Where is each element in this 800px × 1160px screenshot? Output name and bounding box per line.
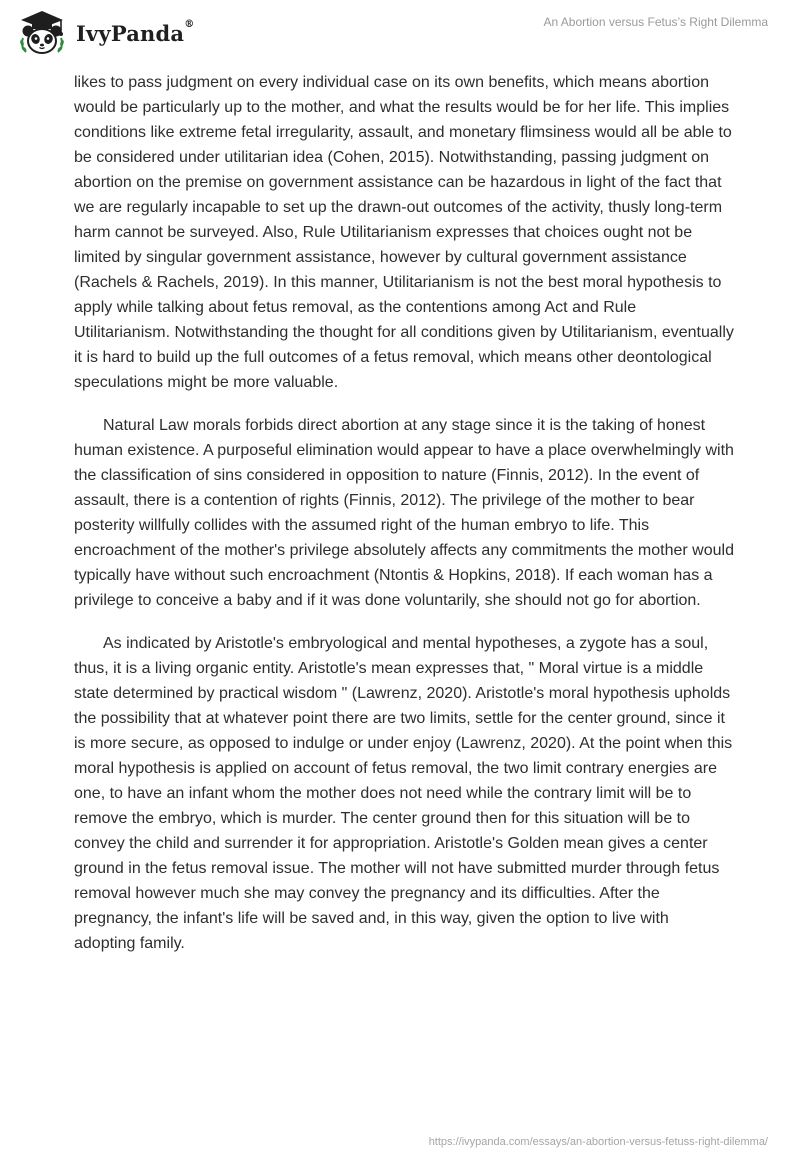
brand-name: IvyPanda® (76, 18, 195, 46)
paragraph-utilitarianism: likes to pass judgment on every individual case on its own benefits, which means abortion would be particularly up to the mother, and what the results would be for her life. This implies conditions like extreme fetal irregularity, assault, and monetary flimsiness would all be able to be considered under utilitarian idea (Cohen, 2015). Notwithstanding, passing judgment on abortion on the premise on government assistance can be hazardous in light of the fact that we are regularly incapable to set up the drawn-out outcomes of the activity, thusly long-term harm cannot be surveyed. Also, Rule Utilitarianism expresses that choices ought not be limited by singular government assistance, however by cultural government assistance (Rachels & Rachels, 2019). In this manner, Utilitarianism is not the best moral hypothesis to apply while talking about fetus removal, as the contentions among Act and Rule Utilitarianism. Notwithstanding the thought for all conditions given by Utilitarianism, eventually it is hard to build up the full outcomes of a fetus removal, which means other deontological speculations might be more valuable. (74, 74, 734, 391)
source-url[interactable]: https://ivypanda.com/essays/an-abortion-versus-fetuss-right-dilemma/ (428, 1136, 768, 1148)
registered-mark: ® (184, 18, 195, 30)
paragraph-aristotle: As indicated by Aristotle's embryological and mental hypotheses, a zygote has a soul, thus, it is a living organic entity. Aristotle's mean expresses that, " Moral virtue is a middle state determined by practical wisdom " (Lawrenz, 2020). Aristotle's moral hypothesis upholds the possibility that at whatever point there are two limits, settle for the center ground, since it is more secure, as opposed to indulge or under enjoy (Lawrenz, 2020). At the point when this moral hypothesis is applied on account of fetus removal, the two limit contrary energies are one, to have an infant whom the mother does not need while the contrary limit will be to remove the embryo, which is murder. The center ground then for this situation will be to convey the child and surrender it for appropriation. Aristotle's Golden mean gives a center ground in the fetus removal issue. The mother will not have submitted murder through fetus removal however much she may convey the pregnancy and its difficulties. After the pregnancy, the infant's life will be saved and, in this way, given the option to live with adopting family. (74, 635, 733, 952)
page-header (0, 0, 800, 70)
ivypanda-logo[interactable] (14, 8, 194, 56)
paragraph-natural-law: Natural Law morals forbids direct abortion at any stage since it is the taking of honest human existence. A purposeful elimination would appear to have a place overwhelmingly with the classification of sins considered in opposition to nature (Finnis, 2012). In the event of assault, there is a contention of rights (Finnis, 2012). The privilege of the mother to bear posterity willfully collides with the assumed right of the human embryo to life. This encroachment of the mother's privilege absolutely affects any commitments the mother would typically have without such encroachment (Ntontis & Hopkins, 2018). If each woman has a privilege to conceive a baby and if it was done voluntarily, she should not go for abortion. (74, 417, 734, 609)
panda-graduate-icon (14, 8, 70, 56)
document-title: An Abortion versus Fetus’s Right Dilemma (543, 15, 768, 29)
essay-body (74, 70, 734, 974)
